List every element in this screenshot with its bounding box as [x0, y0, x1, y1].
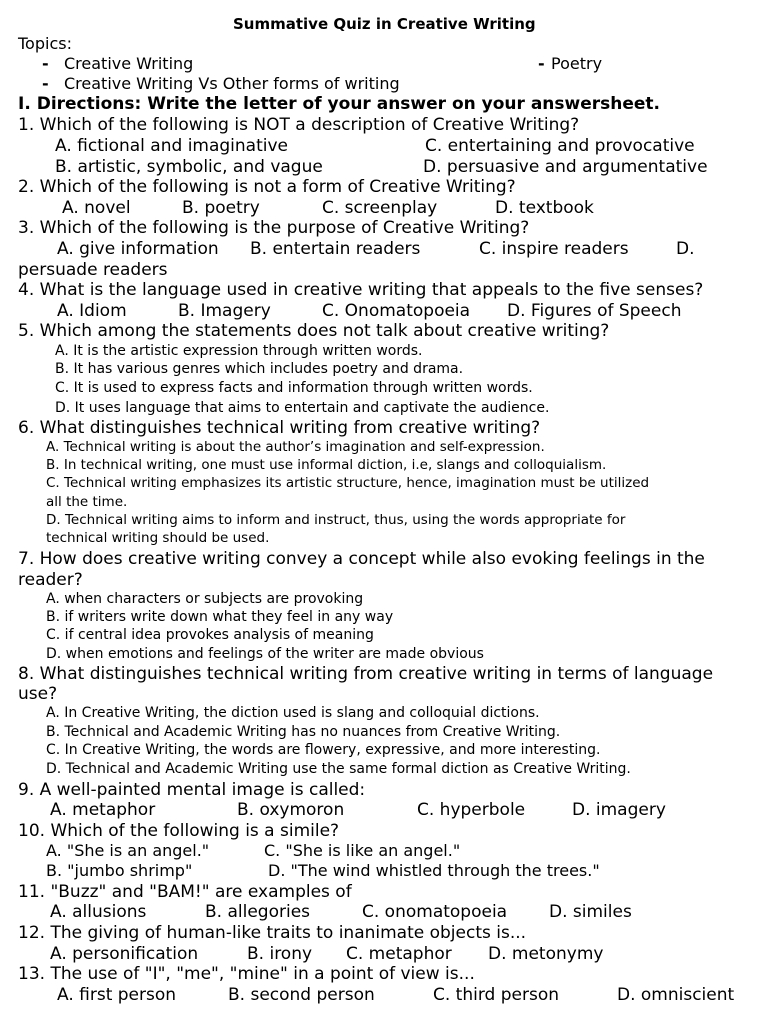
- question-text: 12. The giving of human-like traits to inanimate objects is...: [18, 923, 527, 943]
- choice: A. novel: [62, 198, 131, 218]
- choice: persuade readers: [18, 260, 168, 280]
- directions: I. Directions: Write the letter of your answer on your answersheet.: [18, 94, 660, 114]
- choice: A. Idiom: [57, 301, 127, 321]
- choice: A. Technical writing is about the author’s imagination and self-expression.: [46, 439, 545, 455]
- choice: B. second person: [228, 985, 375, 1005]
- choice: A. allusions: [50, 902, 147, 922]
- choice: B. "jumbo shrimp": [46, 861, 193, 880]
- choice: B. allegories: [205, 902, 311, 922]
- topic-bullet: -: [42, 54, 49, 73]
- question-text: 5. Which among the statements does not talk about creative writing?: [18, 321, 610, 341]
- choice: D.: [676, 239, 695, 259]
- choice: all the time.: [46, 494, 128, 510]
- choice: D. imagery: [572, 800, 666, 820]
- choice: D. when emotions and feelings of the writer are made obvious: [46, 646, 484, 662]
- question-text: 7. How does creative writing convey a concept while also evoking feelings in the: [18, 549, 705, 569]
- topics-label: Topics:: [18, 34, 72, 53]
- choice: A. give information: [57, 239, 219, 259]
- choice: A. personification: [50, 944, 199, 964]
- choice: B. In technical writing, one must use informal diction, i.e, slangs and colloquialism.: [46, 457, 607, 473]
- choice: C. "She is like an angel.": [264, 841, 461, 860]
- choice: D. It uses language that aims to entertain and captivate the audience.: [55, 400, 550, 416]
- choice: A. "She is an angel.": [46, 841, 210, 860]
- choice: B. if writers write down what they feel in any way: [46, 609, 394, 625]
- topic-item: Poetry: [551, 54, 603, 73]
- choice: C. hyperbole: [417, 800, 526, 820]
- choice: B. poetry: [182, 198, 260, 218]
- choice: C. entertaining and provocative: [425, 136, 695, 156]
- choice: technical writing should be used.: [46, 530, 270, 546]
- question-text: 13. The use of "I", "me", "mine" in a point of view is...: [18, 964, 475, 984]
- choice: D. Technical and Academic Writing use the same formal diction as Creative Writing.: [46, 761, 631, 777]
- choice: B. irony: [247, 944, 313, 964]
- choice: D. metonymy: [488, 944, 604, 964]
- question-text: use?: [18, 684, 58, 704]
- choice: A. In Creative Writing, the diction used is slang and colloquial dictions.: [46, 705, 540, 721]
- topic-item: Creative Writing Vs Other forms of writing: [64, 74, 400, 93]
- question-text: 6. What distinguishes technical writing from creative writing?: [18, 418, 541, 438]
- topic-bullet: -: [42, 74, 49, 93]
- choice: D. Technical writing aims to inform and instruct, thus, using the words appropriate for: [46, 512, 626, 528]
- page-title: Summative Quiz in Creative Writing: [233, 15, 536, 33]
- question-text: 1. Which of the following is NOT a description of Creative Writing?: [18, 115, 580, 135]
- choice: D. omniscient: [617, 985, 735, 1005]
- topic-bullet: -: [538, 54, 545, 73]
- choice: A. first person: [57, 985, 177, 1005]
- choice: D. textbook: [495, 198, 594, 218]
- choice: D. persuasive and argumentative: [423, 157, 708, 177]
- choice: B. It has various genres which includes poetry and drama.: [55, 361, 464, 377]
- choice: B. entertain readers: [250, 239, 421, 259]
- choice: B. artistic, symbolic, and vague: [55, 157, 323, 177]
- choice: C. third person: [433, 985, 559, 1005]
- question-text: 10. Which of the following is a simile?: [18, 821, 340, 841]
- choice: C. Onomatopoeia: [322, 301, 471, 321]
- topic-item: Creative Writing: [64, 54, 194, 73]
- choice: A. It is the artistic expression through written words.: [55, 343, 423, 359]
- choice: C. It is used to express facts and information through written words.: [55, 380, 533, 396]
- choice: C. onomatopoeia: [362, 902, 508, 922]
- choice: C. Technical writing emphasizes its artistic structure, hence, imagination must be utilized: [46, 475, 650, 491]
- question-text: 9. A well-painted mental image is called:: [18, 780, 366, 800]
- choice: C. metaphor: [346, 944, 452, 964]
- choice: B. Technical and Academic Writing has no nuances from Creative Writing.: [46, 724, 561, 740]
- choice: D. similes: [549, 902, 632, 922]
- choice: C. screenplay: [322, 198, 438, 218]
- question-text: 11. "Buzz" and "BAM!" are examples of: [18, 882, 352, 902]
- choice: C. inspire readers: [479, 239, 629, 259]
- question-text: 8. What distinguishes technical writing from creative writing in terms of language: [18, 664, 714, 684]
- choice: B. oxymoron: [237, 800, 345, 820]
- question-text: reader?: [18, 570, 83, 590]
- choice: A. metaphor: [50, 800, 156, 820]
- choice: B. Imagery: [178, 301, 271, 321]
- choice: A. when characters or subjects are provoking: [46, 591, 364, 607]
- question-text: 4. What is the language used in creative writing that appeals to the five senses?: [18, 280, 704, 300]
- choice: D. Figures of Speech: [507, 301, 682, 321]
- question-text: 3. Which of the following is the purpose of Creative Writing?: [18, 218, 530, 238]
- choice: A. fictional and imaginative: [55, 136, 289, 156]
- choice: D. "The wind whistled through the trees.": [268, 861, 600, 880]
- choice: C. if central idea provokes analysis of meaning: [46, 627, 374, 643]
- question-text: 2. Which of the following is not a form of Creative Writing?: [18, 177, 516, 197]
- choice: C. In Creative Writing, the words are flowery, expressive, and more interesting.: [46, 742, 601, 758]
